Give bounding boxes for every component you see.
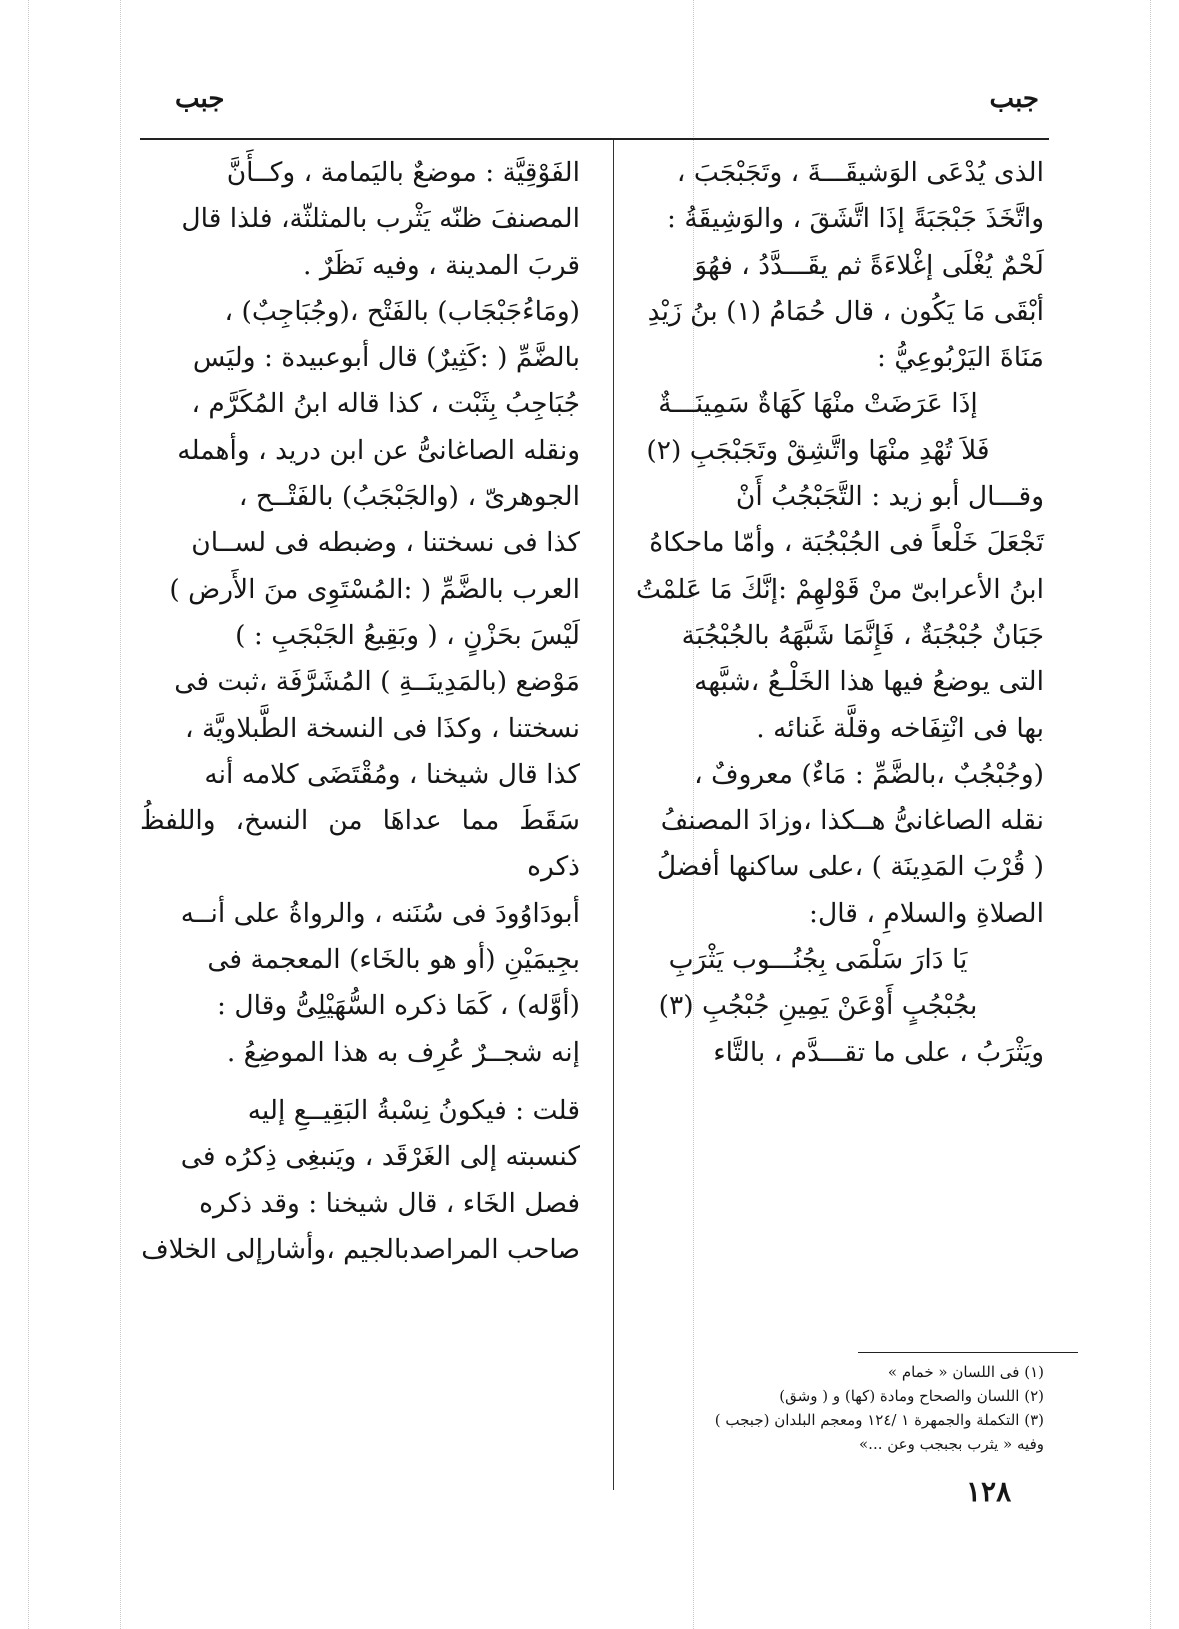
- poem-verse: يَا دَارَ سَلْمَى بِجُنُـــوب يَثْرَبِ: [668, 944, 968, 976]
- text-line: ابنُ الأعرابىّ منْ قَوْلهِمْ :إنَّكَ مَا عَلمْتُ: [635, 573, 1044, 605]
- text-line: كنسبته إلى الغَرْقَد ، ويَنبغِى ذِكرُه فى: [180, 1141, 580, 1173]
- text-line: أبْقَى مَا يَكُون ، قال حُمَامُ (١) بنُ زَيْدِ: [647, 295, 1044, 327]
- text-line: التى يوضعُ فيها هذا الخَلْـعُ ،شبَّهه: [694, 666, 1044, 698]
- running-header-right: جبب: [989, 84, 1039, 114]
- text-line: قلت : فيكونُ نِسْبةُ البَقِيــعِ إليه: [247, 1094, 580, 1126]
- footnote: (١) فى اللسان « خمام »: [887, 1363, 1044, 1381]
- paragraph-gap: [140, 1076, 580, 1088]
- poem-verse: فَلاَ تُهْدِ منْهَا واتَّشِقْ وتَجَبْجَبِ (٢): [646, 434, 990, 466]
- text-line: الذى يُدْعَى الوَشيقَـــةَ ، وتَجَبْجَبَ ،: [676, 157, 1044, 188]
- text-line: نسختنا ، وكذَا فى النسخة الطَّبلاويَّة ،: [184, 712, 580, 744]
- text-line: تَجْعَلَ خَلْعاً فى الجُبْجُبَة ، وأمّا ماحكاهُ: [649, 527, 1044, 559]
- footnotes: [604, 1360, 1044, 1456]
- footnote: وفيه « يثرب بجبجب وعن ...»: [859, 1435, 1044, 1453]
- text-line: (أوَّله) ، كَمَا ذكره السُّهَيْلِىُّ وقال :: [216, 990, 580, 1022]
- left-text-column: [140, 150, 580, 1273]
- poem-verse: إذَا عَرَضَتْ منْهَا كَهَاةٌ سَمِينَـــةٌ: [658, 388, 978, 420]
- text-line: جُبَاجِبُ بِثَبْت ، كذا قاله ابنُ المُكَرَّم ،: [191, 388, 580, 420]
- text-line: ونقله الصاغانىُّ عن ابن دريد ، وأهمله: [177, 434, 580, 466]
- text-line: الفَوْقِيَّة : موضعٌ باليَمامة ، وكــأَنَّ: [226, 157, 580, 188]
- text-line: إنه شجــرٌ عُرِف به هذا الموضِعُ .: [226, 1036, 580, 1068]
- text-line: الجوهرىّ ، (والجَبْجَبُ) بالفَتْــح ،: [238, 481, 580, 513]
- page-number: ١٢٨: [966, 1475, 1012, 1508]
- text-line: الصلاةِ والسلامِ ، قال:: [809, 897, 1044, 929]
- text-line: العرب بالضَّمِّ ( :المُسْتَوِى منَ الأَرض ): [169, 573, 580, 605]
- text-line: بالضَّمِّ ( :كَثِيرٌ) قال أبوعبيدة : وليَس: [192, 342, 580, 374]
- text-line: صاحب المراصدبالجيم ،وأشارإلى الخلاف: [141, 1233, 580, 1265]
- poem-verse: بجُبْجُبٍ أَوْعَنْ يَمِينِ جُبْجُبِ (٣): [658, 990, 978, 1022]
- footnote-rule: [858, 1352, 1078, 1353]
- text-line: جَبَانٌ جُبْجُبَةٌ ، فَإِنَّمَا شَبَّهَهُ بالجُبْجُبَة: [681, 619, 1044, 651]
- text-line: مَنَاةَ اليَرْبُوعِيُّ :: [877, 342, 1044, 374]
- text-line: نقله الصاغانىُّ هــكذا ،وزادَ المصنفُ: [660, 805, 1044, 837]
- header-rule: [140, 138, 1049, 140]
- text-line: سَقَطَ مما عداهَا من النسخ، واللفظُ ذكره: [140, 805, 580, 883]
- text-line: كذا قال شيخنا ، ومُقْتَضَى كلامه أنه: [204, 758, 580, 790]
- footnote: (٢) اللسان والصحاح ومادة (كها) و ( وشق): [779, 1387, 1044, 1405]
- text-line: مَوْضع (بالمَدِينَــةِ ) المُشَرَّفَة ،ثبت فى: [174, 666, 580, 698]
- text-line: وقـــال أبو زيد : التَّجَبْجُبُ أَنْ: [735, 481, 1044, 513]
- text-line: ( قُرْبَ المَدِينَة ) ،على ساكنها أفضلُ: [656, 851, 1044, 883]
- text-line: ويَثْرَبُ ، على ما تقـــدَّم ، بالتَّاء: [713, 1036, 1044, 1068]
- text-line: كذا فى نسختنا ، وضبطه فى لســان: [191, 527, 580, 559]
- text-line: لَحْمٌ يُغْلَى إغْلاءَةً ثم يقَـــدَّدُ ، فهُوَ: [694, 249, 1044, 281]
- text-line: أبودَاوُودَ فى سُنَنه ، والرواةُ على أنــه: [180, 897, 580, 929]
- text-line: قربَ المدينة ، وفيه نَظَرٌ .: [303, 249, 580, 281]
- text-line: بجِيمَيْنِ (أو هو بالخَاء) المعجمة فى: [207, 944, 580, 976]
- text-line: لَيْسَ بحَزْنٍ ، ( وبَقِيعُ الجَبْجَبِ : ): [235, 619, 580, 651]
- text-line: فصل الخَاء ، قال شيخنا : وقد ذكره: [199, 1187, 580, 1219]
- text-line: (ومَاءُجَبْجَاب) بالفَتْح ،(وجُبَاجِبٌ) ،: [224, 295, 580, 327]
- right-text-column: [592, 150, 1044, 1076]
- text-line: المصنفَ ظنّه يَثْرب بالمثلثّة، فلذا قال: [181, 203, 580, 235]
- text-line: بها فى انْتِفَاخه وقلَّة غَنائه .: [756, 712, 1044, 744]
- text-line: واتَّخَذَ جَبْجَبَةً إذَا اتَّشَقَ ، والوَشِيقَةُ :: [666, 203, 1044, 235]
- footnote: (٣) التكملة والجمهرة ١ /١٢٤ ومعجم البلدان (جبجب ): [714, 1411, 1044, 1429]
- running-header-left: جبب: [175, 84, 225, 114]
- text-line: (وجُبْجُبٌ ،بالضَّمِّ : مَاءٌ) معروفٌ ،: [694, 758, 1044, 790]
